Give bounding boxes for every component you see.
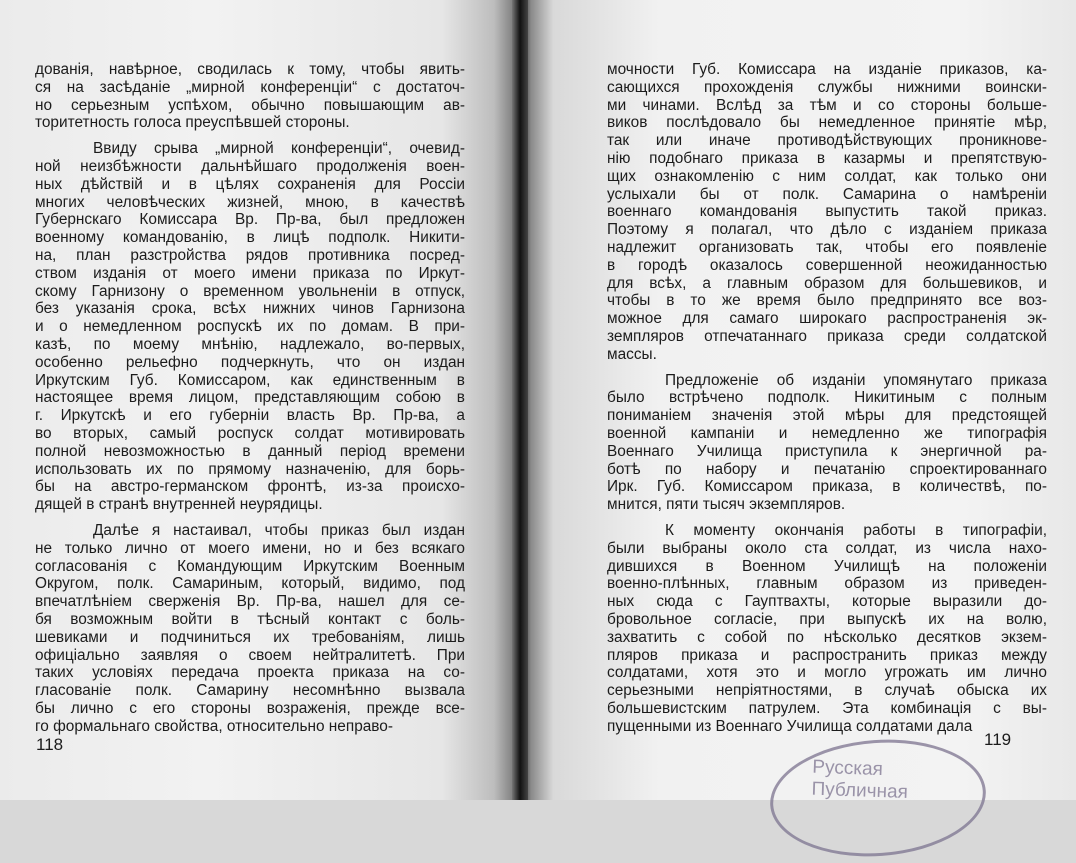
- text-line: было встрѣчено подполк. Никитиным с полным: [607, 389, 1047, 407]
- text-line: пляров приказа и распространить приказ между: [607, 646, 1047, 664]
- text-line: офиціально заявляя о своем нейтралитетѣ. При: [35, 646, 465, 664]
- paragraph: [607, 61, 1047, 364]
- text-line: большевистским патрулем. Эта комбинація с вы-: [607, 699, 1047, 717]
- text-line: настоящее время лицом, представляющим собою в: [35, 389, 465, 407]
- text-line: сающихся прохожденія службы нижними воински-: [607, 78, 1047, 96]
- text-line: г. Иркутскѣ и его губерніи власть Вр. Пр-ва, а: [35, 407, 465, 425]
- text-line: захватить с собой по нѣсколько десятков экзем-: [607, 628, 1047, 646]
- text-line: чтобы в то же время было предпринято все воз-: [607, 292, 1047, 310]
- text-line: военной кампаніи и немедленно же типографія: [607, 424, 1047, 442]
- text-line: можное для самаго широкаго распространенія эк-: [607, 310, 1047, 328]
- text-line: нію подобнаго приказа в казармы и препятствую-: [607, 149, 1047, 167]
- text-line: дящей в странѣ внутренней неурядицы.: [35, 496, 323, 514]
- right-page: [520, 0, 1076, 804]
- text-line: военно-плѣнных, главным образом из приведен-: [607, 575, 1047, 593]
- text-line: использовать их по прямому назначенію, для борь-: [35, 460, 465, 478]
- text-line: не только лично от моего имени, но и без всякаго: [35, 539, 465, 557]
- text-line: надлежит организовать так, чтобы его появленіе: [607, 238, 1047, 256]
- text-line: бы лично с его стороны возраженія, прежде все-: [35, 699, 465, 717]
- text-line: Далѣе я настаивал, чтобы приказ был издан: [93, 521, 465, 539]
- text-line: военнаго командованія выпустить такой приказ.: [607, 203, 1047, 221]
- stamp-text: Русская Публичная: [811, 756, 909, 804]
- text-line: дованія, навѣрное, сводилась к тому, чтобы явить-: [35, 61, 465, 78]
- text-line: впечатлѣніем сверженія Вр. Пр-ва, нашел для се-: [35, 593, 465, 611]
- text-line: го формальнаго свойства, относительно неправо-: [35, 717, 393, 735]
- text-line: мнится, пяти тысяч экземпляров.: [607, 496, 846, 514]
- text-line: солдатами, хотя это и могло угрожать им лично: [607, 664, 1047, 682]
- text-line: полной невозможностью в данный період времени: [35, 442, 465, 460]
- text-line: ных дѣйствій и в цѣлях сохраненія для Россіи: [35, 175, 465, 193]
- page-number: 119: [984, 730, 1012, 749]
- text-line: без указанія срока, всѣх нижних чинов Гарнизона: [35, 300, 465, 318]
- text-line: Поэтому я полагал, что дѣло с изданіем приказа: [607, 221, 1047, 239]
- text-line: многих человѣческих жизней, мною, в качествѣ: [35, 193, 465, 211]
- text-line: ми чинами. Вслѣд за тѣм и со стороны больше-: [607, 96, 1047, 114]
- text-line: Округом, полк. Самариным, который, видимо, под: [35, 575, 465, 593]
- left-page: [0, 0, 520, 800]
- paragraph: [35, 140, 465, 514]
- text-line: Предложеніе об изданіи упомянутаго приказа: [665, 371, 1047, 389]
- text-line: ботѣ по набору и печатанію спроектированнаго: [607, 460, 1047, 478]
- text-line: пониманіем значенія этой мѣры для предстоящей: [607, 407, 1047, 425]
- text-line: пущенными из Военнаго Училища солдатами дала: [607, 717, 973, 735]
- text-line: Иркутским Губ. Комиссаром, как единственным в: [35, 371, 465, 389]
- text-line: бя возможным войти в тѣсный контакт с боль-: [35, 610, 465, 628]
- text-line: согласованія с Командующим Иркутским Военным: [35, 557, 465, 575]
- text-line: в городѣ оказалось совершенной неожиданностью: [607, 256, 1047, 274]
- text-line: во вторых, самый роспуск солдат мотивировать: [35, 424, 465, 442]
- paragraph: [35, 522, 465, 736]
- text-line: ством изданія от моего имени приказа по Иркут-: [35, 264, 465, 282]
- text-line: К моменту окончанія работы в типографіи,: [665, 521, 1047, 539]
- text-line: военному командованію, в лицѣ подполк. Никити-: [35, 229, 465, 247]
- text-line: массы.: [607, 345, 657, 363]
- text-line: и о немедленном роспускѣ их по домам. В при-: [35, 318, 465, 336]
- text-line: ной неизбѣжности дальнѣйшаго продолженія воен-: [35, 157, 465, 175]
- text-line: серьезными непріятностями, в случаѣ обыска их: [607, 682, 1047, 700]
- page-number: 118: [36, 735, 64, 754]
- text-line: так или иначе противодѣйствующих проникнове-: [607, 132, 1047, 150]
- text-line: Ввиду срыва „мирной конференціи“, очевид-: [93, 140, 465, 158]
- text-line: щих ознакомленію с ним солдат, как только они: [607, 167, 1047, 185]
- text-line: виков послѣдовало бы немедленное принятіе мѣр,: [607, 114, 1047, 132]
- paragraph: [35, 61, 465, 132]
- text-line: особенно рельефно подчеркнуть, что он издан: [35, 353, 465, 371]
- text-line: услыхали бы от полк. Самарина о намѣреніи: [607, 185, 1047, 203]
- text-line: были выбраны около ста солдат, из числа нахо-: [607, 539, 1047, 557]
- text-line: но серьезным успѣхом, обычно повышающим ав-: [35, 96, 465, 114]
- text-line: бровольное согласіе, при выпускѣ их на волю,: [607, 610, 1047, 628]
- text-line: ных сюда с Гауптвахты, которые выразили до-: [607, 593, 1047, 611]
- text-line: шевиками и подчиниться их требованіям, лишь: [35, 628, 465, 646]
- paragraph: [607, 522, 1047, 736]
- text-line: таких условіях передача проекта приказа на со-: [35, 664, 465, 682]
- text-line: Военнаго Училища приступила к энергичной ра-: [607, 442, 1047, 460]
- left-page-text: [35, 61, 465, 743]
- text-line: дившихся в Военном Училищѣ на положеніи: [607, 557, 1047, 575]
- book-spine: [512, 0, 528, 800]
- text-line: Ирк. Губ. Комиссаром приказа, в количествѣ, по-: [607, 478, 1047, 496]
- text-line: на, план разстройства рядов противника посред-: [35, 246, 465, 264]
- paragraph: [607, 372, 1047, 514]
- text-line: ся на засѣданіе „мирной конференціи“ с достаточ-: [35, 78, 465, 96]
- text-line: торитетность голоса преуспѣвшей стороны.: [35, 114, 350, 132]
- text-line: скому Гарнизону о временном увольненіи в отпуск,: [35, 282, 465, 300]
- text-line: гласованіе полк. Самарину несомнѣнно вызвала: [35, 682, 465, 700]
- text-line: бы на австро-германском фронтѣ, из-за происхо-: [35, 478, 465, 496]
- text-line: казѣ, по моему мнѣнію, надлежало, во-первых,: [35, 335, 465, 353]
- right-page-text: [607, 61, 1047, 743]
- text-line: Губернскаго Комиссара Вр. Пр-ва, был предложен: [35, 211, 465, 229]
- text-line: земпляров отпечатаннаго приказа среди солдатской: [607, 327, 1047, 345]
- text-line: мочности Губ. Комиссара на изданіе приказов, ка-: [607, 61, 1047, 78]
- library-stamp: [766, 733, 990, 863]
- text-line: для всѣх, а главным образом для большевиков, и: [607, 274, 1047, 292]
